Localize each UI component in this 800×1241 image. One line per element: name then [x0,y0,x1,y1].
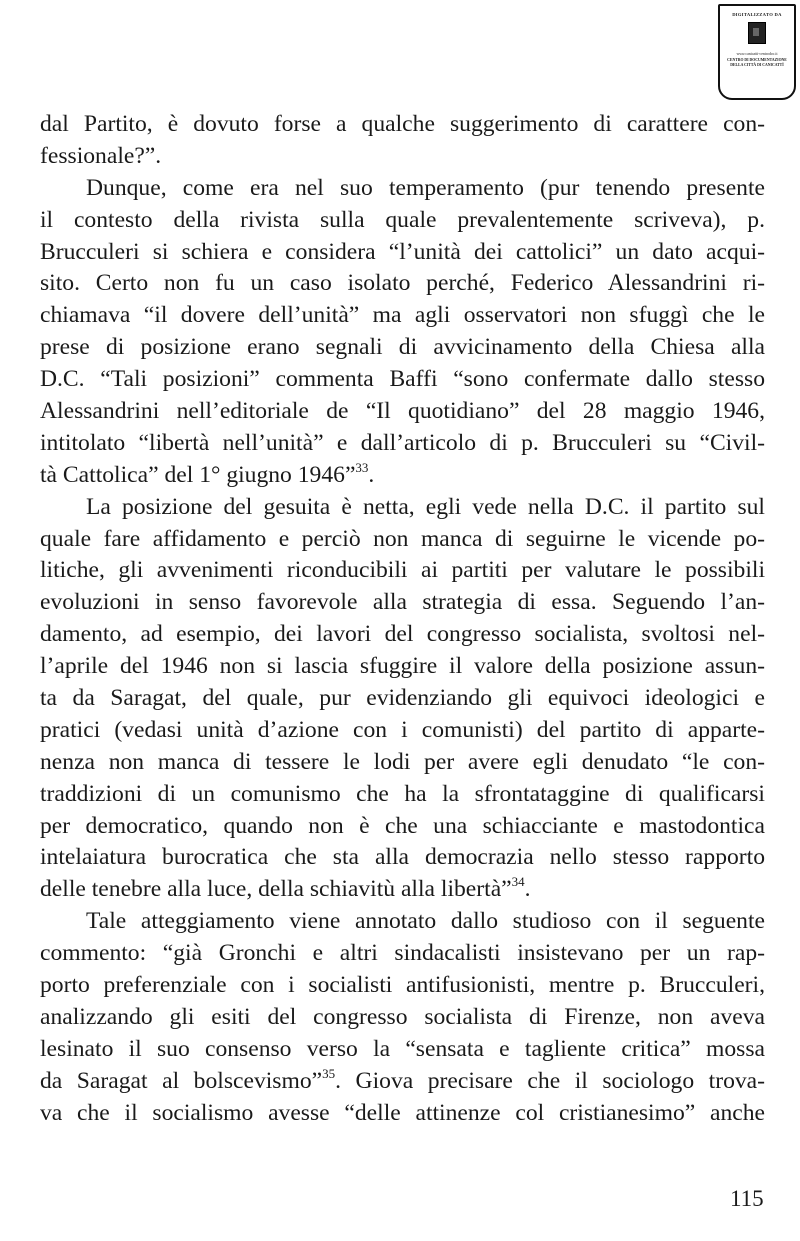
text-line [40,715,765,747]
stamp-organization [724,58,790,68]
line-text: intitolato “libertà nell’unità” e dall’articolo di p. Brucculeri su “Civil- [40,429,765,456]
line-text-after: . Giova precisare che il sociologo trova- [335,1067,765,1094]
text-line [40,524,765,556]
text-line [40,141,765,173]
text-line [40,874,765,906]
text-line [40,300,765,332]
line-text: nenza non manca di tessere le lodi per avere egli denudato “le con- [40,748,765,775]
line-text: l’aprile del 1946 non si lascia sfuggire il valore della posizione assun- [40,653,765,680]
text-line [40,970,765,1002]
line-text: il contesto della rivista sulla quale prevalentemente scriveva), p. [40,206,765,233]
line-text: D.C. “Tali posizioni” commenta Baffi “sono confermate dallo stesso [40,366,765,393]
text-line [40,555,765,587]
line-text: lesinato il suo consenso verso la “sensata e tagliente critica” mossa [40,1035,765,1062]
line-text: Alessandrini nell’editoriale de “Il quotidiano” del 28 maggio 1946, [40,398,765,425]
text-line [40,842,765,874]
line-text: fessionale?”. [40,142,162,169]
text-line [40,651,765,683]
line-text: Brucculeri si schiera e considera “l’unità dei cattolici” un dato acqui- [40,238,765,265]
line-text: La posizione del gesuita è netta, egli vede nella D.C. il partito sul [86,493,765,520]
line-text: delle tenebre alla luce, della schiavitù alla libertà” [40,876,512,903]
text-line [40,1098,765,1130]
stamp-org-line-1: CENTRO DI DOCUMENTAZIONE [727,58,787,63]
text-line [40,492,765,524]
line-text: intelaiatura burocratica che sta alla democrazia nello stesso rapporto [40,844,765,871]
text-line [40,173,765,205]
text-line [40,1002,765,1034]
text-line [40,619,765,651]
footnote-reference: 34 [511,874,525,890]
text-line [40,938,765,970]
stamp-url: www.canicatti-centrodoc.it [736,52,778,57]
digitization-stamp-logo [718,4,796,100]
line-text-after: . [368,461,375,488]
line-text: ta da Saragat, del quale, pur evidenziando gli equivoci ideologici e [40,685,765,712]
footnote-reference: 35 [322,1065,336,1081]
line-text: da Saragat al bolscevismo” [40,1067,323,1094]
stamp-org-line-2: DELLA CITTÀ DI CANICATTÌ [730,62,784,67]
stamp-top-text: DIGITALIZZATO DA [732,12,782,17]
line-text: evoluzioni in senso favorevole alla strategia di essa. Seguendo l’an- [40,589,765,616]
page-number: 115 [730,1186,764,1211]
text-line [40,268,765,300]
text-line [40,747,765,779]
line-text: porto preferenziale con i socialisti antifusionisti, mentre p. Brucculeri, [40,972,765,999]
text-line [40,364,765,396]
text-line [40,428,765,460]
line-text: per democratico, quando non è che una schiacciante e mastodontica [40,812,765,839]
line-text: quale fare affidamento e perciò non manca di seguirne le vicende po- [40,525,765,552]
text-line [40,237,765,269]
line-text: damento, ad esempio, dei lavori del congresso socialista, svoltosi nel- [40,621,765,648]
stamp-emblem-icon [748,22,766,44]
text-line [40,906,765,938]
line-text: Dunque, come era nel suo temperamento (pur tenendo presente [86,174,765,201]
line-text: sito. Certo non fu un caso isolato perché, Federico Alessandrini ri- [40,270,765,297]
text-line [40,1034,765,1066]
line-text: va che il socialismo avesse “delle attinenze col cristianesimo” anche [40,1099,765,1126]
body-text [40,109,765,1130]
line-text: pratici (vedasi unità d’azione con i comunisti) del partito di apparte- [40,716,765,743]
line-text: chiamava “il dovere dell’unità” ma agli osservatori non sfuggì che le [40,302,765,329]
text-line [40,332,765,364]
footnote-reference: 33 [355,459,369,475]
text-line [40,205,765,237]
text-line [40,396,765,428]
line-text: tà Cattolica” del 1° giugno 1946” [40,461,356,488]
text-line [40,587,765,619]
line-text: Tale atteggiamento viene annotato dallo studioso con il seguente [86,908,765,935]
text-line [40,109,765,141]
line-text-after: . [524,876,531,903]
line-text: dal Partito, è dovuto forse a qualche suggerimento di carattere con- [40,111,765,137]
line-text: traddizioni di un comunismo che ha la sfrontataggine di qualificarsi [40,780,765,807]
text-line [40,811,765,843]
line-text: prese di posizione erano segnali di avvicinamento della Chiesa alla [40,334,765,361]
line-text: analizzando gli esiti del congresso socialista di Firenze, non aveva [40,1003,765,1030]
line-text: commento: “già Gronchi e altri sindacalisti insistevano per un rap- [40,940,765,967]
line-text: litiche, gli avvenimenti riconducibili ai partiti per valutare le possibili [40,557,765,584]
text-line [40,683,765,715]
text-line [40,1066,765,1098]
text-line [40,460,765,492]
text-line [40,779,765,811]
